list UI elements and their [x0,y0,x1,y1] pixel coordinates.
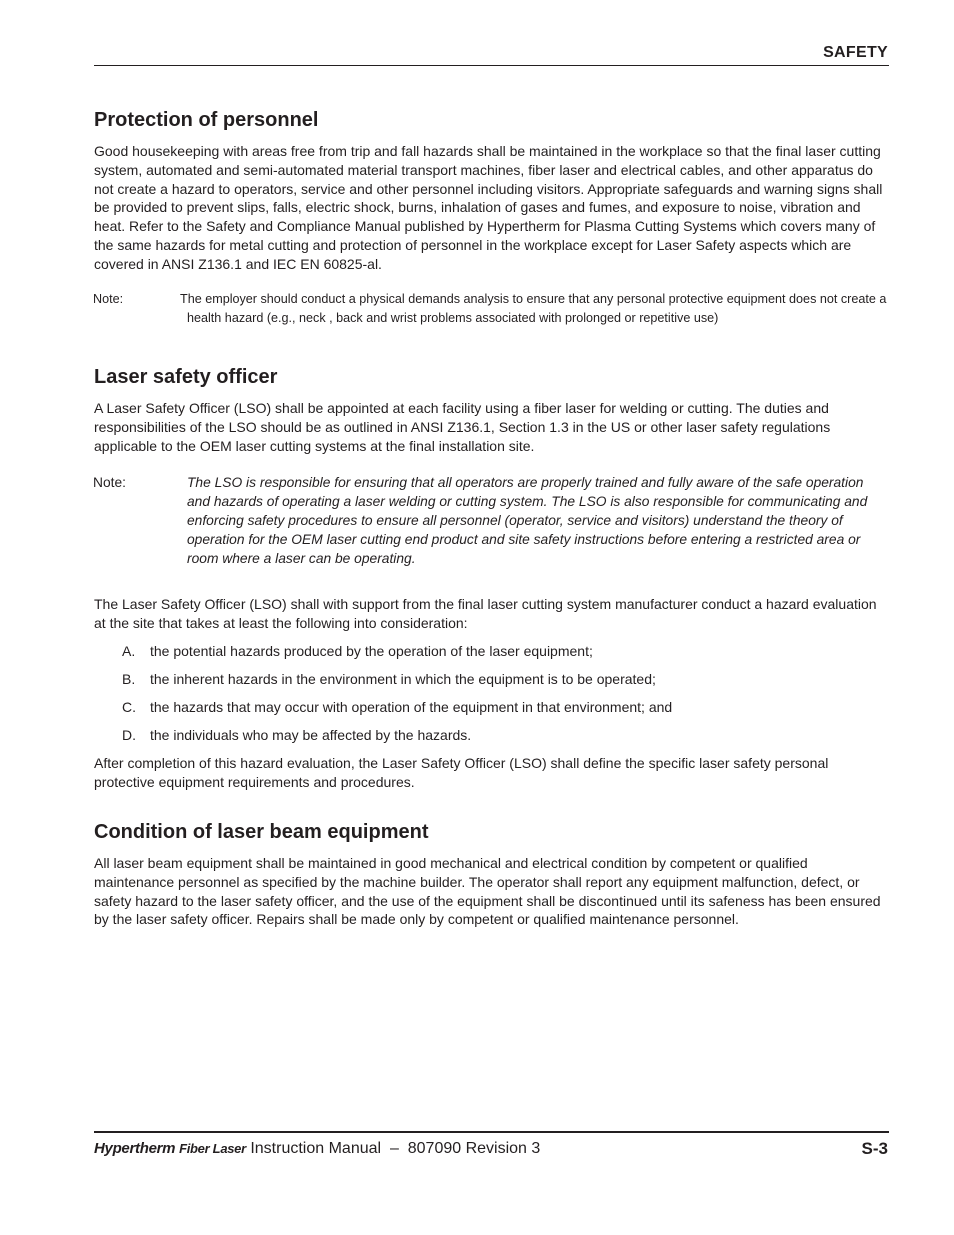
header-section-title: SAFETY [823,44,888,61]
list-marker: C. [122,699,136,715]
note-label: Note: [93,292,124,306]
heading-protection-of-personnel: Protection of personnel [94,109,319,131]
note-protection-of-personnel [93,290,890,328]
paragraph-laser-safety-officer: A Laser Safety Officer (LSO) shall be appointed at each facility using a fiber laser for welding or cutting. The duties and responsibilities of the LSO should be as outlined in ANSI Z136.1, Section 1.3 in the US or other laser safety regulations applicable to the OEM laser cutting systems at the final installation site. [94,400,831,454]
list-item [122,726,882,745]
paragraph-condition-of-laser-beam-equipment: All laser beam equipment shall be maintained in good mechanical and electrical condition by competent or qualified maintenance personnel as specified by the machine builder. The operator shall report any equipment malfunction, defect, or safety hazard to the laser safety officer, and the use of the equipment shall be discontinued until its safeness has been ensured by the laser safety officer. Repairs shall be made only by competent or qualified maintenance personnel. [94,855,881,928]
paragraph-hazard-evaluation: The Laser Safety Officer (LSO) shall with support from the final laser cutting system manufacturer conduct a hazard evaluation at the site that takes at least the following into consideration: [94,596,877,631]
list-text: the inherent hazards in the environment in which the equipment is to be operated; [150,671,656,687]
brand-product: Fiber Laser [179,1141,246,1156]
note-text: The employer should conduct a physical demands analysis to ensure that any personal protective equipment does not create a health hazard (e.g., neck , back and wrist problems associated with prolonged or repetitive use) [180,292,887,325]
note-label: Note: [93,475,126,490]
list-text: the individuals who may be affected by the hazards. [150,727,472,743]
list-text: the potential hazards produced by the operation of the laser equipment; [150,643,593,659]
list-item [122,698,882,717]
note-laser-safety-officer [93,473,890,568]
list-marker: A. [122,643,136,659]
brand-logo [94,1140,246,1157]
list-marker: B. [122,671,136,687]
brand-name: Hypertherm [94,1140,176,1157]
page-number: S-3 [861,1139,888,1158]
header-rule [94,65,889,66]
footer-manual-info [94,1138,540,1160]
footer-rule [94,1131,889,1133]
paragraph-after-evaluation: After completion of this hazard evaluation, the Laser Safety Officer (LSO) shall define the specific laser safety personal protective equipment requirements and procedures. [94,755,829,790]
list-item [122,670,882,689]
note-text: The LSO is responsible for ensuring that all operators are properly trained and fully aware of the safe operation and hazards of operating a laser welding or cutting system. The LSO is also responsible for communicating and enforcing safety procedures to ensure all personnel (operator, service and visitors) understand the theory of operation for the OEM laser cutting end product and site safety instructions before entering a restricted area or room where a laser can be operating. [187,475,868,566]
heading-laser-safety-officer: Laser safety officer [94,366,278,388]
heading-condition-of-laser-beam-equipment: Condition of laser beam equipment [94,821,429,843]
list-text: the hazards that may occur with operation of the equipment in that environment; and [150,699,673,715]
list-marker: D. [122,727,136,743]
list-item [122,642,882,661]
manual-title: Instruction Manual – 807090 Revision 3 [250,1140,541,1157]
paragraph-protection-of-personnel: Good housekeeping with areas free from trip and fall hazards shall be maintained in the workplace so that the final laser cutting system, automated and semi-automated material transport machines, fiber laser and electrical cables, and other apparatus do not create a hazard to operators, service and other personnel including visitors. Appropriate safeguards and warning signs shall be provided to prevent slips, falls, electric shock, burns, inhalation of gases and fumes, and exposure to noise, vibration and heat. Refer to the Safety and Compliance Manual published by Hypertherm for Plasma Cutting Systems which covers many of the same hazards for metal cutting and protection of personnel in the workplace except for Laser Safety aspects which are covered in ANSI Z136.1 and IEC EN 60825-al. [94,143,883,272]
